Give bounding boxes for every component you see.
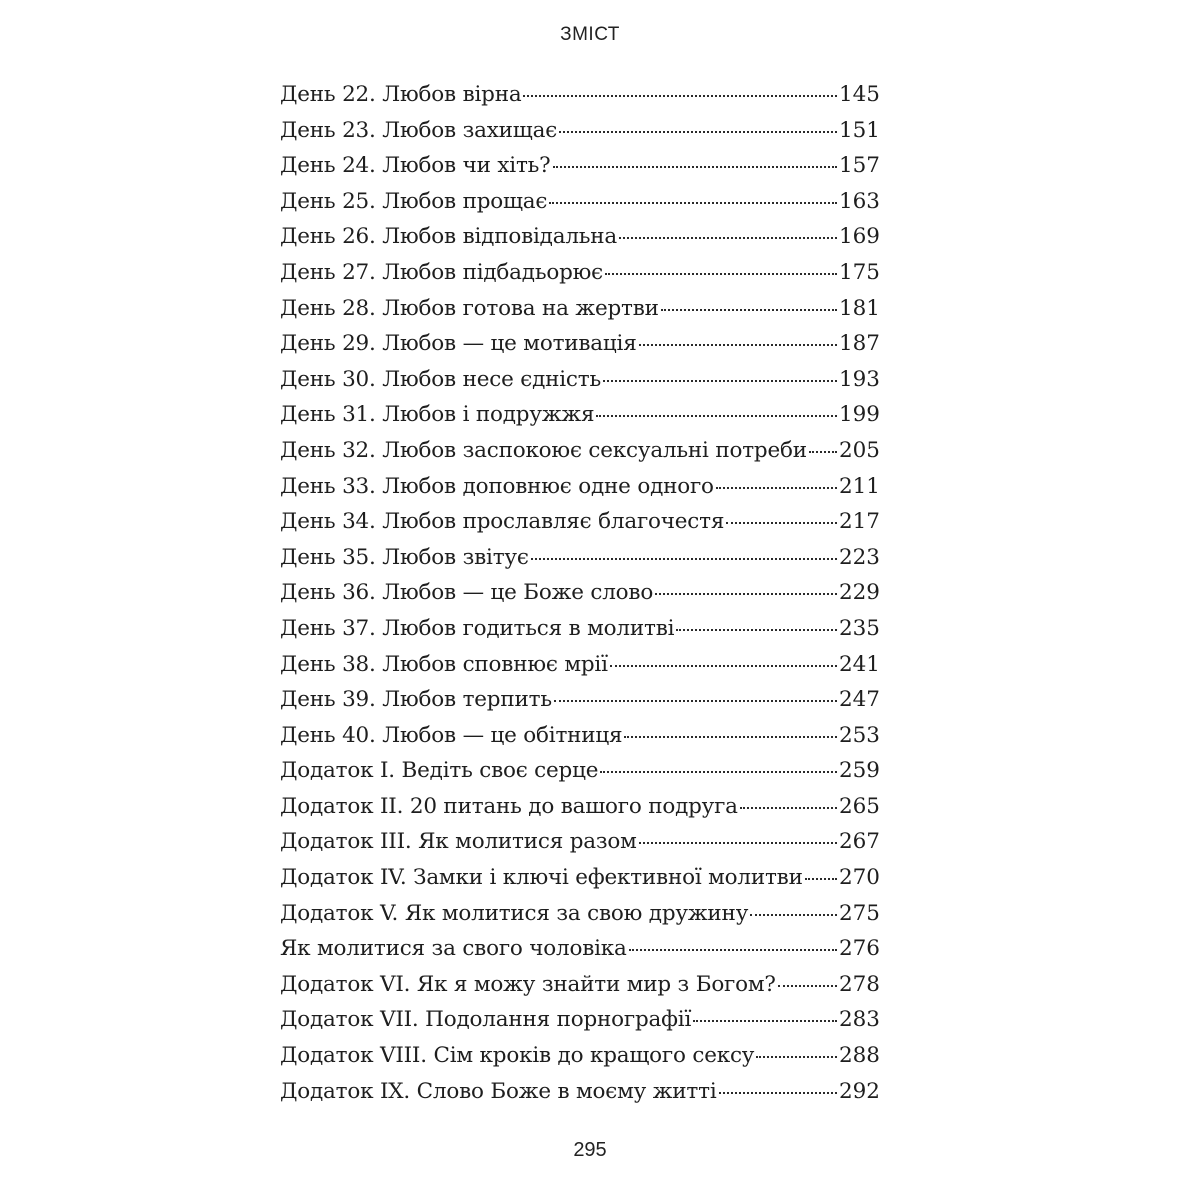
toc-entry [280,1074,880,1110]
toc-entry [280,219,880,255]
dot-leader [610,663,837,667]
toc-entry-title: Додаток IX. Слово Боже в моєму житті [280,1078,717,1104]
toc-entry-page: 253 [838,722,880,748]
toc-entry-page: 193 [838,366,880,392]
toc-entry-page: 270 [838,865,880,891]
toc-entry-title: Додаток IV. Замки і ключі ефективної молитви [280,865,803,891]
toc-entry-page: 283 [838,1007,880,1033]
toc-entry-title: День 39. Любов терпить [280,687,552,713]
toc-entry-page: 275 [838,900,880,926]
toc-entry [280,611,880,647]
toc-entry-page: 241 [838,651,880,677]
toc-entry-title: День 28. Любов готова на жертви [280,295,659,321]
toc-entry-title: Додаток І. Ведіть своє серце [280,758,599,784]
table-of-contents [280,77,880,1109]
dot-leader [559,129,837,133]
dot-leader [639,342,837,346]
dot-leader [523,93,836,97]
toc-entry-page: 157 [838,153,880,179]
toc-entry-title: Додаток VIII. Сім кроків до кращого сексу [280,1043,755,1069]
toc-entry-title: День 22. Любов вірна [280,82,522,107]
toc-entry [280,397,880,433]
toc-entry-title: День 35. Любов звітує [280,544,529,570]
dot-leader [554,698,837,702]
toc-entry-title: День 33. Любов доповнює одне одного [280,473,714,499]
dot-leader [605,271,837,275]
toc-entry-title: День 32. Любов заспокоює сексуальні потреби [280,437,807,463]
toc-entry-page: 169 [838,224,880,250]
toc-entry-title: День 36. Любов — це Боже слово [280,580,654,606]
toc-entry-page: 229 [838,580,880,606]
toc-entry [280,789,880,825]
dot-leader [726,520,837,524]
toc-entry-title: День 25. Любов прощає [280,188,548,214]
toc-entry [280,504,880,540]
toc-entry-page: 259 [838,758,880,784]
dot-leader [600,769,837,773]
dot-leader [639,840,837,844]
dot-leader [655,591,837,595]
toc-entry-title: Додаток ІІ. 20 питань до вашого подруга [280,793,738,819]
toc-entry [280,1038,880,1074]
toc-entry-title: День 38. Любов сповнює мрії [280,651,608,677]
dot-leader [596,413,837,417]
dot-leader [719,1090,837,1094]
toc-entry [280,824,880,860]
toc-entry-page: 267 [838,829,880,855]
dot-leader [553,164,837,168]
dot-leader [716,485,837,489]
toc-entry-title: День 27. Любов підбадьорює [280,259,604,285]
dot-leader [619,235,837,239]
toc-entry [280,1002,880,1038]
toc-entry-page: 199 [838,402,880,428]
toc-entry-title: День 29. Любов — це мотивація [280,331,637,357]
toc-entry [280,967,880,1003]
toc-entry [280,647,880,683]
dot-leader [693,1018,837,1022]
toc-entry-title: Додаток ІІІ. Як молитися разом [280,829,637,855]
toc-entry-page: 235 [838,615,880,641]
toc-entry-title: День 23. Любов захищає [280,117,558,143]
toc-entry-page: 247 [838,687,880,713]
toc-entry-title: День 37. Любов годиться в молитві [280,615,675,641]
toc-entry-title: Додаток VI. Як я можу знайти мир з Богом? [280,971,776,997]
toc-entry [280,113,880,149]
toc-entry [280,896,880,932]
toc-entry [280,148,880,184]
toc-entry-page: 181 [838,295,880,321]
toc-entry-page: 288 [838,1043,880,1069]
toc-entry-title: День 34. Любов прославляє благочестя [280,509,725,535]
dot-leader [805,876,837,880]
toc-entry [280,362,880,398]
toc-entry-title: День 24. Любов чи хіть? [280,153,551,179]
toc-entry [280,718,880,754]
toc-entry-page: 292 [838,1078,880,1104]
dot-leader [756,1054,837,1058]
toc-entry [280,433,880,469]
toc-entry-title: День 40. Любов — це обітниця [280,722,623,748]
dot-leader [549,200,837,204]
toc-entry [280,184,880,220]
toc-entry [280,255,880,291]
toc-entry-title: Як молитися за свого чоловіка [280,936,627,962]
toc-entry-page: 278 [838,971,880,997]
toc-entry-page: 187 [838,331,880,357]
dot-leader [676,627,837,631]
toc-entry-page: 163 [838,188,880,214]
toc-entry-page: 205 [838,437,880,463]
toc-entry [280,931,880,967]
toc-entry-page: 265 [838,793,880,819]
page-number: 295 [573,1139,607,1161]
toc-entry-title: Додаток V. Як молитися за свою дружину [280,900,749,926]
dot-leader [603,378,837,382]
toc-entry [280,540,880,576]
running-head: ЗМІСТ [560,24,620,45]
toc-entry-page: 217 [838,509,880,535]
toc-entry-title: День 26. Любов відповідальна [280,224,618,250]
toc-entry [280,469,880,505]
toc-entry [280,77,880,113]
toc-entry-page: 276 [838,936,880,962]
toc-entry [280,753,880,789]
toc-entry [280,682,880,718]
toc-entry-page: 223 [838,544,880,570]
dot-leader [740,805,837,809]
toc-entry [280,860,880,896]
toc-entry-page: 151 [838,117,880,143]
toc-entry [280,291,880,327]
dot-leader [750,912,837,916]
toc-entry [280,326,880,362]
toc-entry-page: 211 [838,473,880,499]
dot-leader [661,307,837,311]
dot-leader [531,556,837,560]
dot-leader [624,734,837,738]
dot-leader [809,449,837,453]
toc-entry-page: 145 [838,82,880,107]
toc-entry-title: День 30. Любов несе єдність [280,366,601,392]
dot-leader [778,983,837,987]
toc-entry-title: Додаток VII. Подолання порнографії [280,1007,692,1033]
toc-entry-title: День 31. Любов і подружжя [280,402,595,428]
toc-entry-page: 175 [838,259,880,285]
dot-leader [629,947,837,951]
toc-entry [280,575,880,611]
